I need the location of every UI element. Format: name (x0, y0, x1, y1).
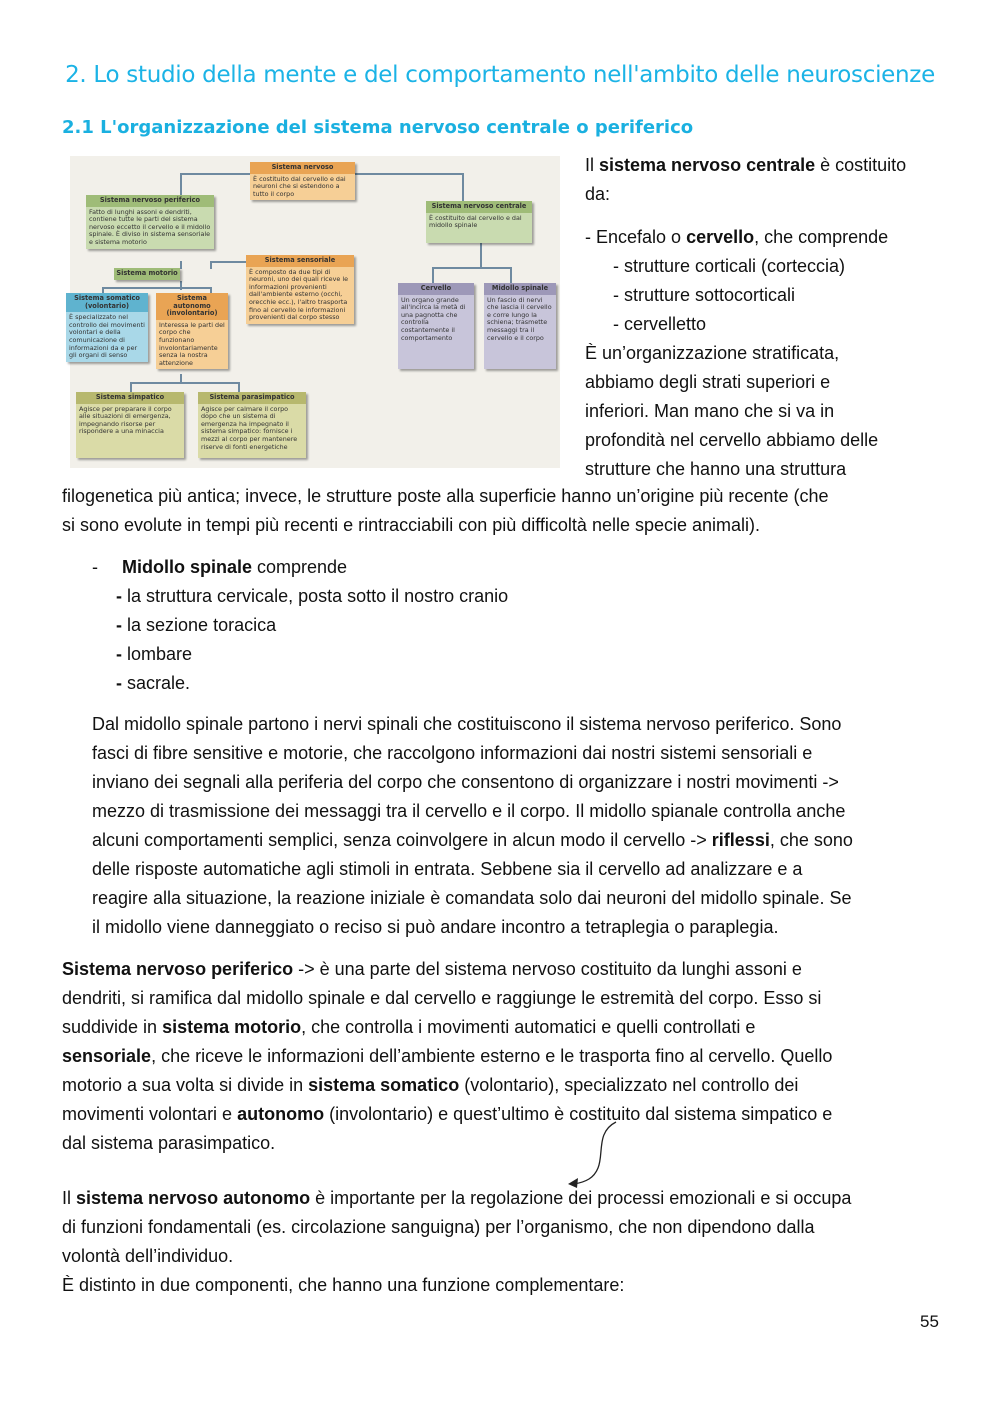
para2-line: suddivide in sistema motorio, che controlla i movimenti automatici e quelli controllati e (62, 1017, 756, 1037)
para2-line: sensoriale, che riceve le informazioni dell’ambiente esterno e le trasporta fino al cervello. Quello (62, 1046, 833, 1066)
para2-line: dal sistema parasimpatico. (62, 1133, 276, 1153)
para1-line: alcuni comportamenti semplici, senza coinvolgere in alcun modo il cervello -> riflessi, che sono (92, 830, 853, 850)
diagram-box-sensoriale: Sistema sensoriale È composto da due tipi di neuroni, uno dei quali riceve le informazioni provenienti dall'ambiente esterno (occhi, orecchie ecc.), l'altro trasporta fino al cervello le informazioni provenienti dal corpo stesso (246, 255, 354, 324)
section-subtitle: 2.1 L'organizzazione del sistema nervoso centrale o periferico (62, 117, 694, 138)
nervous-system-diagram (70, 156, 560, 468)
right-line-r4: profondità nel cervello abbiamo delle (585, 430, 879, 450)
midollo-item: - la struttura cervicale, posta sotto il nostro cranio (116, 586, 509, 606)
diagram-box-sistema-nervoso: Sistema nervoso È costituito dal cervello e dai neuroni che si estendono a tutto il corpo (250, 162, 355, 200)
para2-line: Sistema nervoso periferico -> è una parte del sistema nervoso costituito da lunghi assoni e (62, 959, 802, 979)
para2-line: motorio a sua volta si divide in sistema somatico (volontario), specializzato nel controllo dei (62, 1075, 799, 1095)
diagram-box-midollo: Midollo spinale Un fascio di nervi che lascia il cervello e corre lungo la schiena; trasmette messaggi tra il cervello e il corpo (484, 283, 556, 369)
full-line-1: filogenetica più antica; invece, le strutture poste alla superficie hanno un’origine più recente (che (62, 486, 829, 506)
right-line-2: da: (585, 184, 611, 204)
diagram-box-snp: Sistema nervoso periferico Fatto di lunghi assoni e dendriti, contiene tutte le parti del sistema nervoso eccetto il cervello e il midollo spinale. È diviso in sistema sensoriale e sistema motorio (86, 195, 214, 249)
midollo-item: - lombare (116, 644, 193, 664)
para1-line: mezzo di trasmissione dei messaggi tra il cervello e il corpo. Il midollo spianale controlla anche (92, 801, 846, 821)
para3-line: È distinto in due componenti, che hanno una funzione complementare: (62, 1275, 625, 1295)
encefalo-sub-2: - strutture sottocorticali (613, 285, 796, 305)
encefalo-sub-1: - strutture corticali (corteccia) (613, 256, 846, 276)
diagram-box-autonomo: Sistema autonomo (involontario) Interessa le parti del corpo che funzionano involontariamente senza la nostra attenzione (156, 293, 228, 369)
para1-line: delle risposte automatiche agli stimoli in entrata. Sebbene sia il cervello ad analizzare e a (92, 859, 803, 879)
diagram-box-parasimpatico: Sistema parasimpatico Agisce per calmare il corpo dopo che un sistema di emergenza ha impegnato il sistema simpatico: fornisce i mezzi al corpo per mantenere riserve di fonti energetiche (198, 392, 306, 458)
chapter-title: 2. Lo studio della mente e del comportamento nell'ambito delle neuroscienze (65, 62, 935, 88)
encefalo-line: - Encefalo o cervello, che comprende (585, 227, 889, 247)
diagram-box-somatico: Sistema somatico (volontario) È specializzato nel controllo dei movimenti volontari e della comunicazione di informazioni da e per gli organi di senso (66, 293, 148, 362)
right-line-r3: inferiori. Man mano che si va in (585, 401, 835, 421)
para2-line: dendriti, si ramifica dal midollo spinale e dal cervello e raggiunge le estremità del corpo. Esso si (62, 988, 822, 1008)
para1-line: fasci di fibre sensitive e motorie, che raccolgono informazioni dai nostri sistemi sensoriali e (92, 743, 813, 763)
para1-line: Dal midollo spinale partono i nervi spinali che costituiscono il sistema nervoso periferico. Sono (92, 714, 842, 734)
curved-arrow-icon (560, 1118, 630, 1192)
midollo-item: - la sezione toracica (116, 615, 277, 635)
para3-line: Il sistema nervoso autonomo è importante per la regolazione dei processi emozionali e si occupa (62, 1188, 852, 1208)
right-line-1: Il sistema nervoso centrale è costituito (585, 155, 907, 175)
diagram-box-simpatico: Sistema simpatico Agisce per preparare il corpo alle situazioni di emergenza, impegnando risorse per rispondere a una minaccia (76, 392, 184, 458)
right-line-r5: strutture che hanno una struttura (585, 459, 847, 479)
para3-line: volontà dell’individuo. (62, 1246, 234, 1266)
para2-line: movimenti volontari e autonomo (involontario) e quest’ultimo è costituito dal sistema simpatico e (62, 1104, 833, 1124)
diagram-box-snc: Sistema nervoso centrale È costituito dal cervello e dal midollo spinale (426, 201, 532, 243)
right-line-r1: È un’organizzazione stratificata, (585, 343, 840, 363)
full-line-2: si sono evolute in tempi più recenti e rintracciabili con più difficoltà nelle specie animali). (62, 515, 761, 535)
para3-line: di funzioni fondamentali (es. circolazione sanguigna) per l’organismo, che non dipendono dalla (62, 1217, 815, 1237)
para1-line: il midollo viene danneggiato o reciso si può andare incontro a tetraplegia o paraplegia. (92, 917, 779, 937)
midollo-heading: Midollo spinale comprende (122, 557, 348, 577)
diagram-box-cervello: Cervello Un organo grande all'incirca la metà di una pagnotta che controlla costantemente il comportamento (398, 283, 474, 369)
para1-line: inviano dei segnali alla periferia del corpo che consentono di organizzare i nostri movimenti -> (92, 772, 839, 792)
right-line-r2: abbiamo degli strati superiori e (585, 372, 831, 392)
para1-line: reagire alla situazione, la reazione iniziale è comandata solo dai neuroni del midollo spinale. Se (92, 888, 852, 908)
diagram-box-motorio: Sistema motorio (114, 268, 180, 280)
midollo-dash: - (92, 557, 98, 577)
encefalo-sub-3: - cervelletto (613, 314, 707, 334)
page-number: 55 (920, 1312, 939, 1331)
midollo-item: - sacrale. (116, 673, 191, 693)
